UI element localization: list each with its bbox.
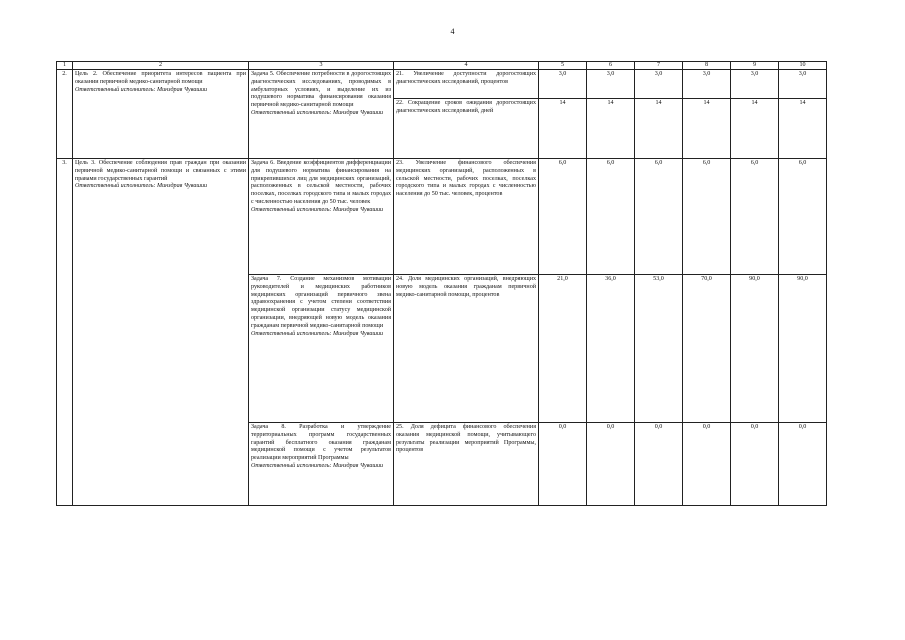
page-number: 4 xyxy=(450,27,455,36)
task-cell xyxy=(249,69,394,158)
header-col-2: 2 xyxy=(73,62,249,70)
header-col-3: 3 xyxy=(249,62,394,70)
value-cell: 14 xyxy=(731,98,779,158)
value-cell: 90,0 xyxy=(779,274,827,422)
value-cell: 36,0 xyxy=(587,274,635,422)
header-col-4: 4 xyxy=(394,62,539,70)
task-responsible: Ответственный исполнитель: Минздрав Чувашии xyxy=(251,331,384,338)
value-cell: 3,0 xyxy=(587,69,635,98)
indicator-cell: 25. Доля дефицита финансового обеспечения оказания медицинской помощи, учитывающего результаты реализации мероприятий Программы, процентов xyxy=(394,422,539,505)
value-cell: 14 xyxy=(539,98,587,158)
goal-text: Цель 3. Обеспечение соблюдения прав граждан при оказании первичной медико-санитарной помощи и связанных с этими правами государственных гарантий xyxy=(75,159,246,182)
header-col-5: 5 xyxy=(539,62,587,70)
value-cell: 90,0 xyxy=(731,274,779,422)
indicators-table xyxy=(56,61,827,506)
value-cell: 6,0 xyxy=(635,158,683,274)
value-cell: 0,0 xyxy=(731,422,779,505)
value-cell: 53,0 xyxy=(635,274,683,422)
value-cell: 6,0 xyxy=(779,158,827,274)
goal-text: Цель 2. Обеспечение приоритета интересов пациента при оказании первичной медико-санитарной помощи xyxy=(75,70,246,85)
value-cell: 0,0 xyxy=(539,422,587,505)
value-cell: 6,0 xyxy=(539,158,587,274)
header-col-9: 9 xyxy=(731,62,779,70)
value-cell: 14 xyxy=(587,98,635,158)
value-cell: 14 xyxy=(683,98,731,158)
value-cell: 6,0 xyxy=(731,158,779,274)
indicator-cell: 23. Увеличение финансового обеспечения медицинских организаций, расположенных в сельской местности, рабочих поселках, поселках городского типа и малых городах с численностью населения до 50 тыс. человек, процентов xyxy=(394,158,539,274)
value-cell: 3,0 xyxy=(731,69,779,98)
goal-responsible: Ответственный исполнитель: Минздрав Чувашии xyxy=(75,183,208,190)
value-cell: 6,0 xyxy=(683,158,731,274)
task-text: Задача 5. Обеспечение потребности в дорогостоящих диагностических исследованиях, проводимых в амбулаторных условиях, и выделение их из подушевого норматива финансирования оказания первичной медико-санитарной помощи xyxy=(251,70,391,109)
header-col-10: 10 xyxy=(779,62,827,70)
value-cell: 3,0 xyxy=(683,69,731,98)
task-responsible: Ответственный исполнитель: Минздрав Чувашии xyxy=(251,110,384,117)
value-cell: 0,0 xyxy=(635,422,683,505)
table-row xyxy=(57,69,827,98)
indicator-cell: 21. Увеличение доступности дорогостоящих диагностических исследований, процентов xyxy=(394,69,539,98)
value-cell: 0,0 xyxy=(683,422,731,505)
task-text: Задача 7. Создание механизмов мотивации руководителей и медицинских работников медицинских организаций первичного звена здравоохранения с учетом степени соответствия медицинской организации статусу медицинской организации, внедряющей новую модель оказания гражданам первичной медико-санитарной помощи xyxy=(251,275,391,330)
value-cell: 14 xyxy=(779,98,827,158)
indicator-cell: 24. Доля медицинских организаций, внедряющих новую модель оказания гражданам первичной медико-санитарной помощи, процентов xyxy=(394,274,539,422)
header-col-7: 7 xyxy=(635,62,683,70)
indicator-cell: 22. Сокращение сроков ожидания дорогостоящих диагностических исследований, дней xyxy=(394,98,539,158)
value-cell: 0,0 xyxy=(587,422,635,505)
task-responsible: Ответственный исполнитель: Минздрав Чувашии xyxy=(251,463,384,470)
value-cell: 0,0 xyxy=(779,422,827,505)
row-number: 3. xyxy=(57,158,73,505)
task-text: Задача 8. Разработка и утверждение территориальных программ государственных гарантий бесплатного оказания гражданам медицинской помощи с учетом результатов реализации мероприятий Программы xyxy=(251,423,391,462)
task-cell xyxy=(249,274,394,422)
header-col-1: 1 xyxy=(57,62,73,70)
header-col-6: 6 xyxy=(587,62,635,70)
goal-responsible: Ответственный исполнитель: Минздрав Чувашии xyxy=(75,86,208,93)
task-responsible: Ответственный исполнитель: Минздрав Чувашии xyxy=(251,207,384,214)
task-text: Задача 6. Введение коэффициентов дифференциации для подушевого норматива финансирования на прикрепившихся лиц для медицинских организаций, расположенных в сельской местности, рабочих поселках, поселках городского типа и малых городах с численностью населения до 50 тыс. человек xyxy=(251,159,391,206)
value-cell: 6,0 xyxy=(587,158,635,274)
value-cell: 14 xyxy=(635,98,683,158)
row-number: 2. xyxy=(57,69,73,158)
goal-cell xyxy=(73,69,249,158)
value-cell: 3,0 xyxy=(635,69,683,98)
header-row xyxy=(57,62,827,70)
task-cell xyxy=(249,158,394,274)
value-cell: 21,0 xyxy=(539,274,587,422)
value-cell: 3,0 xyxy=(779,69,827,98)
table-row xyxy=(57,158,827,274)
header-col-8: 8 xyxy=(683,62,731,70)
value-cell: 70,0 xyxy=(683,274,731,422)
value-cell: 3,0 xyxy=(539,69,587,98)
task-cell xyxy=(249,422,394,505)
goal-cell xyxy=(73,158,249,505)
